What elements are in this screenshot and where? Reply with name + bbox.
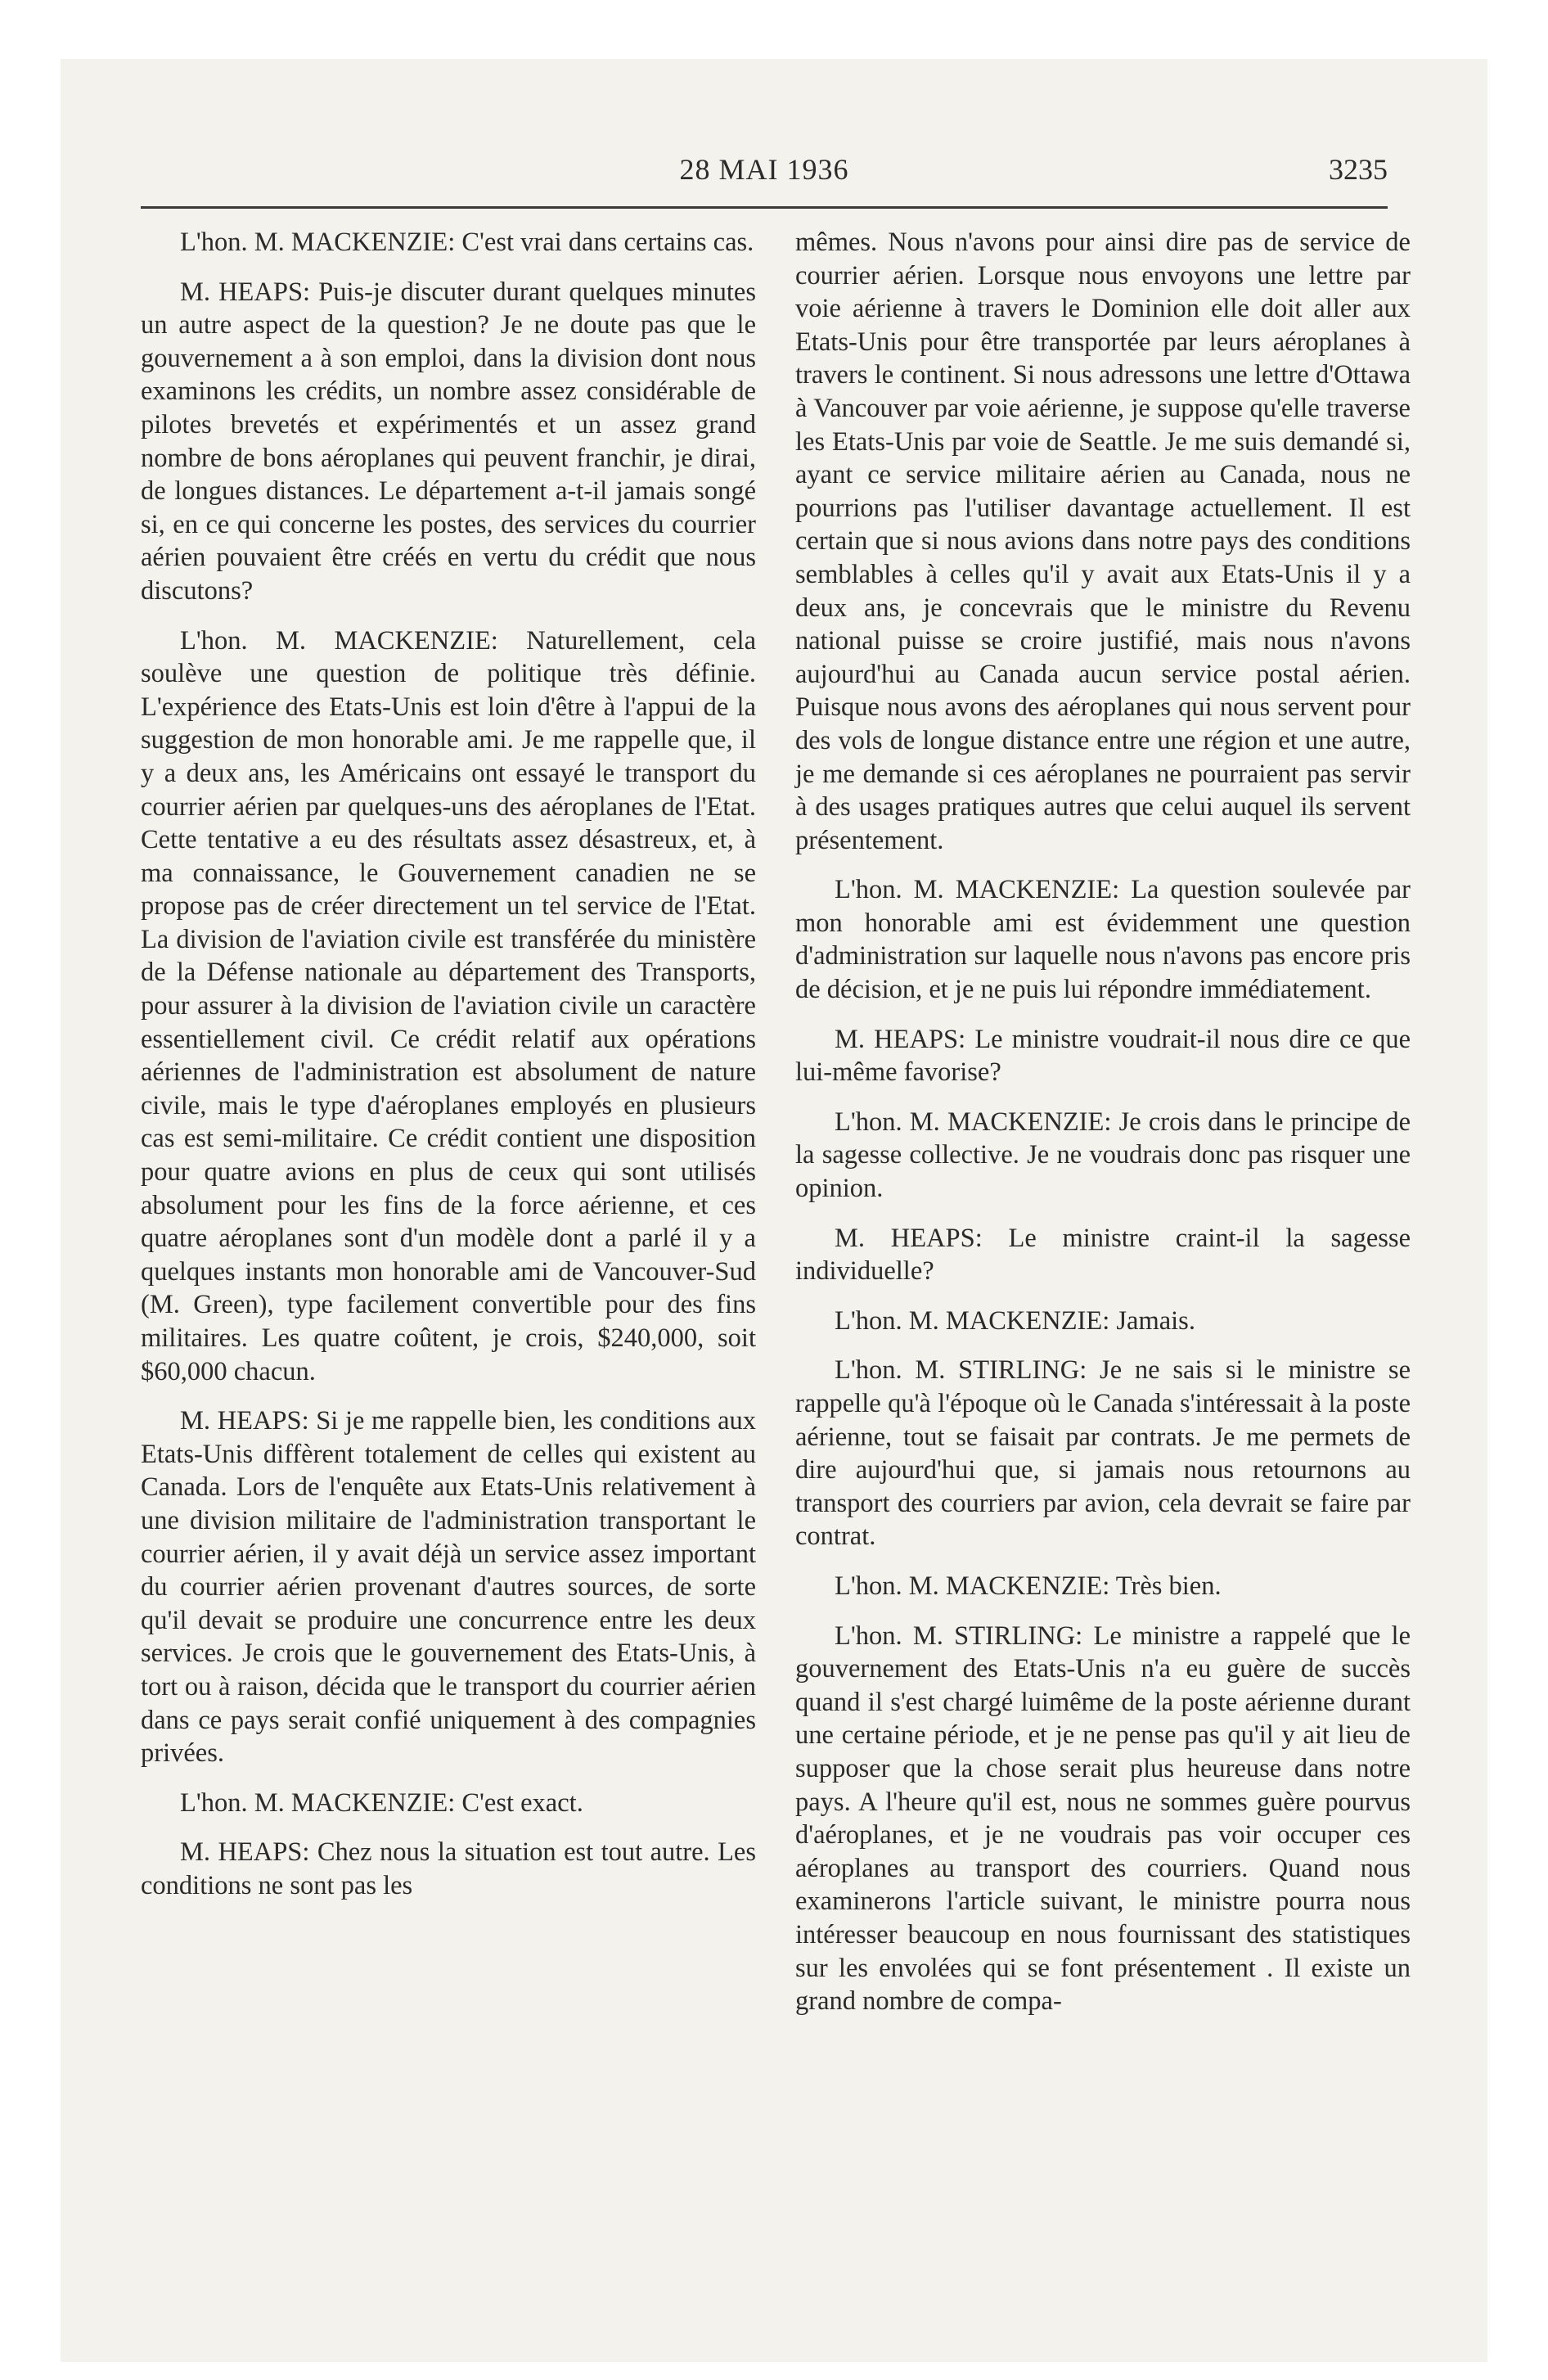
right-column (795, 226, 1411, 2035)
paragraph: L'hon. M. STIRLING: Le ministre a rappelé que le gouvernement des Etats-Unis n'a eu guère de succès quand il s'est chargé luimême de la poste aérienne durant une certaine période, et je ne pense pas qu'il y ait lieu de supposer que la chose serait plus heureuse dans notre pays. A l'heure qu'il est, nous ne sommes guère pourvus d'aéroplanes, et je ne voudrais pas voir occuper ces aéroplanes au transport des courriers. Quand nous examinerons l'article suivant, le ministre pourra nous intéresser beaucoup en nous fournissant des statistiques sur les envolées qui se font présentement . Il existe un grand nombre de compa- (795, 1620, 1411, 2017)
paragraph: L'hon. M. MACKENZIE: Je crois dans le principe de la sagesse collective. Je ne voudrais donc pas risquer une opinion. (795, 1107, 1411, 1204)
paragraph: L'hon. M. MACKENZIE: Très bien. (835, 1571, 1222, 1601)
paragraph: M. HEAPS: Si je me rappelle bien, les conditions aux Etats-Unis diffèrent totalement de celles qui existent au Canada. Lors de l'enquête aux Etats-Unis relativement à une division militaire de l'administration transportant le courrier aérien, il y avait déjà un service assez important du courrier aérien provenant d'autres sources, de sorte qu'il devait se produire une concurrence entre les deux services. Je crois que le gouvernement des Etats-Unis, à tort ou à raison, décida que le transport du courrier aérien dans ce pays serait confié uniquement à des compagnies privées. (141, 1406, 756, 1769)
header-rule (141, 206, 1388, 209)
page-header (141, 152, 1388, 193)
paragraph: M. HEAPS: Chez nous la situation est tout autre. Les conditions ne sont pas les (141, 1837, 756, 1900)
paragraph: L'hon. M. MACKENZIE: Jamais. (835, 1305, 1195, 1336)
page-number: 3235 (1329, 153, 1388, 186)
paragraph: L'hon. M. STIRLING: Je ne sais si le ministre se rappelle qu'à l'époque où le Canada s'intéressait à la poste aérienne, tout se faisait par contrats. Je me permets de dire aujourd'hui que, si jamais nous retournons au transport des courriers par avion, cela devrait se faire par contrat. (795, 1355, 1411, 1552)
paragraph: mêmes. Nous n'avons pour ainsi dire pas de service de courrier aérien. Lorsque nous envoyons une lettre par voie aérienne à travers le Dominion elle doit aller aux Etats-Unis pour être transportée par leurs aéroplanes à travers le continent. Si nous adressons une lettre d'Ottawa à Vancouver par voie aérienne, je suppose qu'elle traverse les Etats-Unis par voie de Seattle. Je me suis demandé si, ayant ce service militaire aérien au Canada, nous ne pourrions pas l'utiliser davantage actuellement. Il est certain que si nous avions dans notre pays des conditions semblables à celles qu'il y avait aux Etats-Unis il y a deux ans, je concevrais que le ministre du Revenu national puisse se croire justifié, mais nous n'avons aujourd'hui au Canada aucun service postal aérien. Puisque nous avons des aéroplanes qui nous servent pour des vols de longue distance entre une région et une autre, je me demande si ces aéroplanes ne pourraient pas servir à des usages pratiques autres que celui auquel ils servent présentement. (795, 228, 1411, 855)
paragraph: M. HEAPS: Le ministre craint-il la sagesse individuelle? (795, 1223, 1411, 1287)
paragraph: M. HEAPS: Le ministre voudrait-il nous dire ce que lui-même favorise? (795, 1024, 1411, 1088)
paragraph: L'hon. M. MACKENZIE: Naturellement, cela soulève une question de politique très définie. L'expérience des Etats-Unis est loin d'être à l'appui de la suggestion de mon honorable ami. Je me rappelle que, il y a deux ans, les Américains ont essayé le transport du courrier aérien par quelques-uns des aéroplanes de l'Etat. Cette tentative a eu des résultats assez désastreux, et, à ma connaissance, le Gouvernement canadien ne se propose pas de créer directement un tel service de l'Etat. La division de l'aviation civile est transférée du ministère de la Défense nationale au département des Transports, pour assurer à la division de l'aviation civile un caractère essentiellement civil. Ce crédit relatif aux opérations aériennes de l'administration est absolument de nature civile, mais le type d'aéroplanes employés en plusieurs cas est semi-militaire. Ce crédit contient une disposition pour quatre avions en plus de ceux qui sont utilisés absolument pour les fins de la force aérienne, et ces quatre aéroplanes sont d'un modèle dont a parlé il y a quelques instants mon honorable ami de Vancouver-Sud (M. Green), type facilement convertible pour des fins militaires. Les quatre coûtent, je crois, $240,000, soit $60,000 chacun. (141, 625, 756, 1386)
paragraph: M. HEAPS: Puis-je discuter durant quelques minutes un autre aspect de la question? Je ne doute pas que le gouvernement a à son emploi, dans la division dont nous examinons les crédits, un nombre assez considérable de pilotes brevetés et expérimentés et un assez grand nombre de bons aéroplanes qui peuvent franchir, je dirai, de longues distances. Le département a-t-il jamais songé si, en ce qui concerne les postes, des services du courrier aérien pouvaient être créés en vertu du crédit que nous discutons? (141, 277, 756, 606)
paragraph: L'hon. M. MACKENZIE: La question soulevée par mon honorable ami est évidemment une question d'administration sur laquelle nous n'avons pas encore pris de décision, et je ne puis lui répondre immédiatement. (795, 875, 1411, 1005)
paragraph: L'hon. M. MACKENZIE: C'est vrai dans certains cas. (180, 228, 754, 257)
header-date: 28 MAI 1936 (679, 153, 849, 186)
paragraph: L'hon. M. MACKENZIE: C'est exact. (180, 1787, 583, 1818)
left-column (141, 226, 756, 1919)
